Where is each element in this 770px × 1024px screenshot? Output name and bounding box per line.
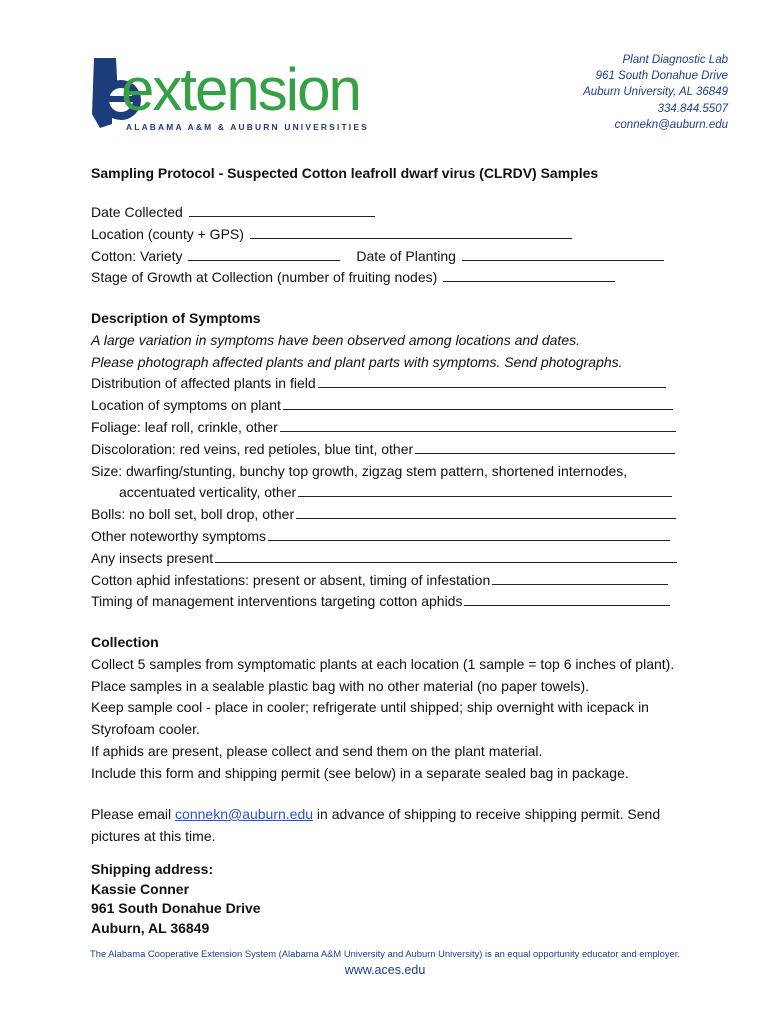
shipping-heading: Shipping address:	[91, 861, 214, 877]
other-label: Other noteworthy symptoms	[91, 527, 267, 544]
extension-logo	[88, 56, 369, 132]
size-cont-row	[91, 482, 677, 504]
location-input[interactable]	[250, 224, 572, 239]
footer-statement: The Alabama Cooperative Extension System (Alabama A&M University and Auburn University) is an equal opportunity educator and employer.	[90, 948, 680, 959]
discoloration-row	[91, 439, 677, 461]
field-block	[91, 202, 664, 289]
collection-line-2: Place samples in a sealable plastic bag with no other material (no paper towels).	[91, 677, 590, 694]
email-link[interactable]: connekn@auburn.edu	[175, 806, 314, 822]
location-label: Location (county + GPS)	[91, 225, 244, 242]
email-note-line-1	[91, 804, 660, 826]
symptoms-note-1: A large variation in symptoms have been observed among locations and dates.	[91, 331, 580, 348]
logo-tagline: ALABAMA A&M & AUBURN UNIVERSITIES	[126, 122, 369, 132]
foliage-input[interactable]	[280, 417, 676, 432]
aphid-label: Cotton aphid infestations: present or absent, timing of infestation	[91, 571, 491, 588]
size-row: Size: dwarfing/stunting, bunchy top growth, zigzag stem pattern, shortened internodes,	[91, 462, 628, 479]
lab-street: 961 South Donahue Drive	[595, 70, 728, 83]
stage-row	[91, 267, 664, 289]
timing-row	[91, 591, 677, 613]
other-row	[91, 526, 677, 548]
bolls-input[interactable]	[296, 504, 676, 519]
bolls-label: Bolls: no boll set, boll drop, other	[91, 506, 295, 523]
email-note-pre: Please email	[91, 806, 176, 822]
lab-city: Auburn University, AL 36849	[583, 86, 728, 99]
size-cont-label: accentuated verticality, other	[119, 484, 297, 501]
collection-line-4: Styrofoam cooler.	[91, 721, 200, 738]
variety-label: Cotton: Variety	[91, 247, 183, 264]
logo-wordmark: extension	[121, 56, 360, 123]
collection-line-3: Keep sample cool - place in cooler; refrigerate until shipped; ship overnight with icepack in	[91, 699, 649, 716]
page-title: Sampling Protocol - Suspected Cotton leafroll dwarf virus (CLRDV) Samples	[91, 165, 599, 181]
symptoms-heading: Description of Symptoms	[91, 310, 261, 326]
footer-url[interactable]: www.aces.edu	[344, 963, 426, 977]
collection-line-5: If aphids are present, please collect and send them on the plant material.	[91, 742, 543, 759]
email-note-post: in advance of shipping to receive shipping permit. Send	[313, 806, 661, 822]
collection-line-6: Include this form and shipping permit (see below) in a separate sealed bag in package.	[91, 764, 629, 781]
distribution-input[interactable]	[318, 373, 666, 388]
aphid-input[interactable]	[492, 570, 668, 585]
other-input[interactable]	[268, 526, 670, 541]
symptoms-section	[91, 308, 677, 613]
insects-row	[91, 548, 677, 570]
symptom-location-label: Location of symptoms on plant	[91, 397, 281, 414]
collection-section	[91, 632, 674, 785]
insects-input[interactable]	[215, 548, 677, 563]
lab-email[interactable]: connekn@auburn.edu	[614, 118, 728, 131]
foliage-label: Foliage: leaf roll, crinkle, other	[91, 418, 278, 435]
date-collected-input[interactable]	[189, 202, 375, 217]
stage-label: Stage of Growth at Collection (number of fruiting nodes)	[91, 269, 438, 286]
foliage-row	[91, 417, 677, 439]
bolls-row	[91, 504, 677, 526]
aphid-row	[91, 570, 677, 592]
discoloration-label: Discoloration: red veins, red petioles, blue tint, other	[91, 440, 414, 457]
lab-phone: 334.844.5507	[657, 102, 728, 115]
size-input[interactable]	[298, 482, 672, 497]
date-collected-row	[91, 202, 664, 224]
variety-input[interactable]	[188, 246, 340, 261]
planting-input[interactable]	[462, 246, 664, 261]
lab-name: Plant Diagnostic Lab	[622, 54, 728, 66]
planting-label: Date of Planting	[356, 247, 456, 264]
timing-label: Timing of management interventions targeting cotton aphids	[91, 593, 463, 610]
location-row	[91, 224, 664, 246]
distribution-label: Distribution of affected plants in field	[91, 375, 316, 392]
contact-block	[583, 52, 728, 133]
date-collected-label: Date Collected	[91, 204, 183, 220]
collection-line-1: Collect 5 samples from symptomatic plants at each location (1 sample = top 6 inches of plant).	[91, 655, 675, 672]
symptom-location-input[interactable]	[283, 395, 673, 410]
distribution-row	[91, 373, 677, 395]
insects-label: Any insects present	[91, 549, 214, 566]
shipping-city: Auburn, AL 36849	[91, 919, 210, 936]
email-note-line-2: pictures at this time.	[91, 827, 216, 844]
shipping-address	[91, 860, 261, 938]
symptoms-note-2: Please photograph affected plants and plant parts with symptoms. Send photographs.	[91, 353, 623, 370]
stage-input[interactable]	[443, 267, 615, 282]
symptom-location-row	[91, 395, 677, 417]
shipping-street: 961 South Donahue Drive	[91, 900, 261, 916]
email-note	[91, 804, 660, 848]
variety-row	[91, 246, 664, 268]
collection-heading: Collection	[91, 634, 159, 650]
discoloration-input[interactable]	[415, 439, 675, 454]
timing-input[interactable]	[464, 591, 670, 606]
shipping-name: Kassie Conner	[91, 880, 190, 897]
